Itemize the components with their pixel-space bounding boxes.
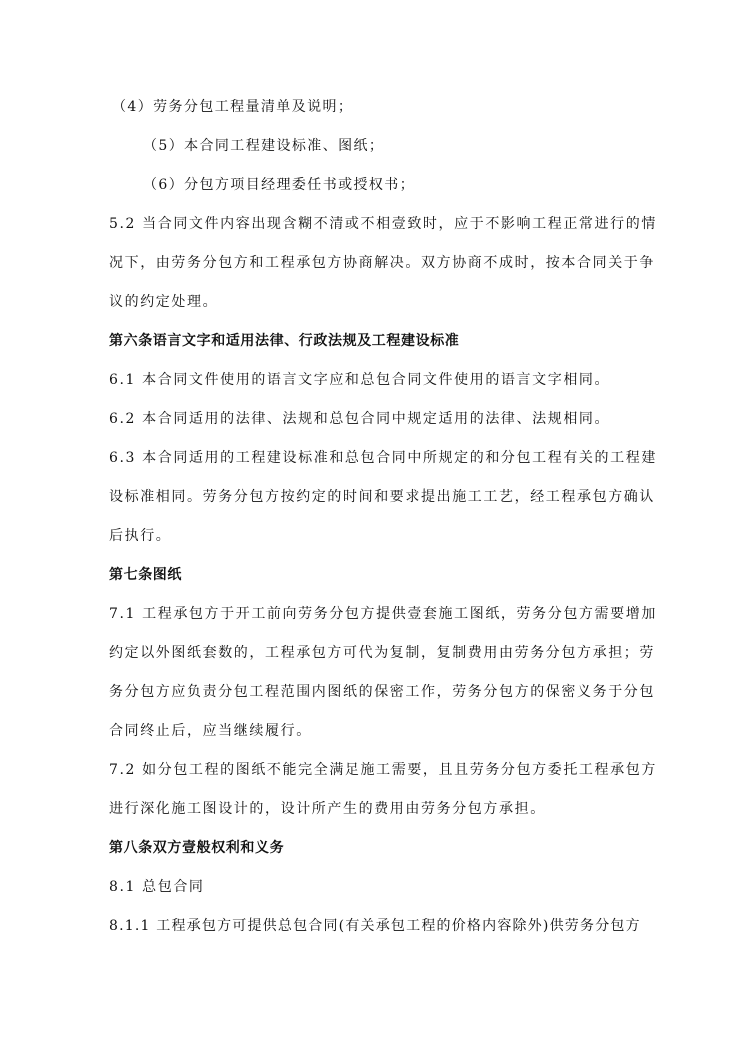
article-6-heading: 第六条语言文字和适用法律、行政法规及工程建设标准 xyxy=(109,333,460,349)
clause-6-3-line-2: 设标准相同。劳务分包方按约定的时间和要求提出施工工艺，经工程承包方确认 xyxy=(109,489,655,505)
clause-6-2: 6.2 本合同适用的法律、法规和总包合同中规定适用的法律、法规相同。 xyxy=(109,411,611,427)
clause-7-1-line-1: 7.1 工程承包方于开工前向劳务分包方提供壹套施工图纸，劳务分包方需要增加 xyxy=(109,606,657,622)
clause-7-1-line-3: 务分包方应负责分包工程范围内图纸的保密工作，劳务分包方的保密义务于分包 xyxy=(109,684,655,700)
clause-5-2-line-3: 议的约定处理。 xyxy=(109,294,219,310)
clause-8-1: 8.1 总包合同 xyxy=(109,879,205,895)
article-8-heading: 第八条双方壹般权利和义务 xyxy=(109,840,285,856)
clause-6-3-line-3: 后执行。 xyxy=(109,528,172,544)
list-item-4: （4）劳务分包工程量清单及说明； xyxy=(112,99,354,115)
clause-7-1-line-2: 约定以外图纸套数的，工程承包方可代为复制，复制费用由劳务分包方承担；劳 xyxy=(109,645,655,661)
clause-6-1: 6.1 本合同文件使用的语言文字应和总包合同文件使用的语言文字相同。 xyxy=(109,372,611,388)
clause-5-2-line-2: 况下，由劳务分包方和工程承包方协商解决。双方协商不成时，按本合同关于争 xyxy=(109,255,655,271)
article-7-heading: 第七条图纸 xyxy=(109,567,182,583)
clause-7-2-line-2: 进行深化施工图设计的，设计所产生的费用由劳务分包方承担。 xyxy=(109,801,546,817)
clause-7-2-line-1: 7.2 如分包工程的图纸不能完全满足施工需要，且且劳务分包方委托工程承包方 xyxy=(109,762,657,778)
list-item-6: （6）分包方项目经理委任书或授权书； xyxy=(143,177,416,193)
clause-7-1-line-4: 合同终止后，应当继续履行。 xyxy=(109,723,312,739)
clause-8-1-1: 8.1.1 工程承包方可提供总包合同(有关承包工程的价格内容除外)供劳务分包方 xyxy=(109,918,641,934)
list-item-5: （5）本合同工程建设标准、图纸； xyxy=(143,138,385,154)
clause-6-3-line-1: 6.3 本合同适用的工程建设标准和总包合同中所规定的和分包工程有关的工程建 xyxy=(109,450,657,466)
clause-5-2-line-1: 5.2 当合同文件内容出现含糊不清或不相壹致时，应于不影响工程正常进行的情 xyxy=(109,216,657,232)
